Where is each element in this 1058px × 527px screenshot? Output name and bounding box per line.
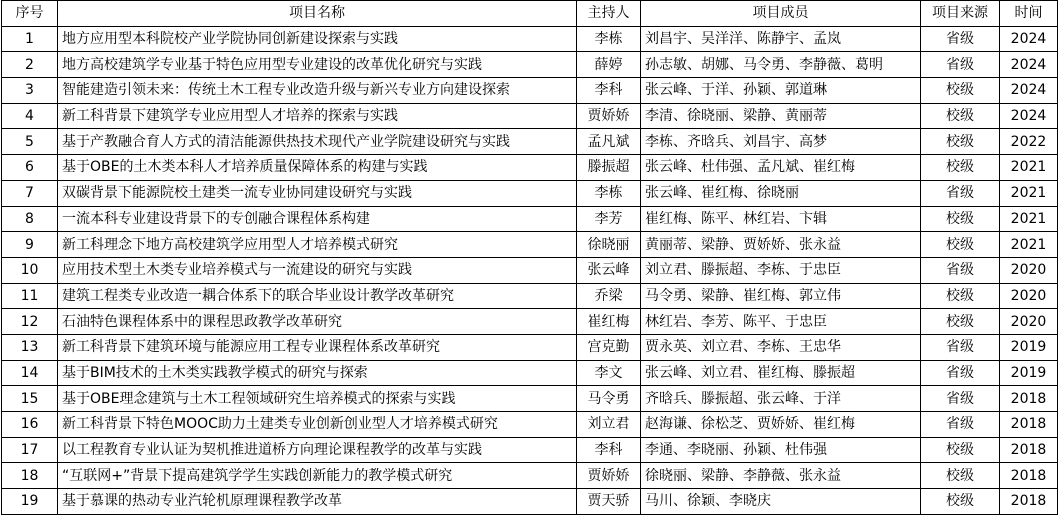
cell-year: 2018 xyxy=(1000,437,1058,463)
cell-members: 张云峰、刘立君、崔红梅、滕振超 xyxy=(641,360,921,386)
cell-host: 徐晓丽 xyxy=(577,232,641,258)
cell-source: 省级 xyxy=(921,26,1000,52)
cell-no: 16 xyxy=(2,412,58,438)
cell-no: 19 xyxy=(2,489,58,515)
cell-no: 11 xyxy=(2,283,58,309)
table-row xyxy=(2,52,1058,78)
cell-no: 5 xyxy=(2,129,58,155)
cell-host: 李栋 xyxy=(577,26,641,52)
table-row xyxy=(2,412,1058,438)
table-row xyxy=(2,155,1058,181)
cell-host: 李芳 xyxy=(577,206,641,232)
cell-source: 校级 xyxy=(921,309,1000,335)
header-host: 主持人 xyxy=(577,1,641,27)
table-row xyxy=(2,206,1058,232)
cell-members: 徐晓丽、梁静、李静薇、张永益 xyxy=(641,463,921,489)
cell-project-name: 双碳背景下能源院校土建类一流专业协同建设研究与实践 xyxy=(58,180,577,206)
cell-source: 省级 xyxy=(921,180,1000,206)
cell-year: 2018 xyxy=(1000,386,1058,412)
cell-source: 校级 xyxy=(921,129,1000,155)
cell-no: 15 xyxy=(2,386,58,412)
cell-no: 2 xyxy=(2,52,58,78)
cell-members: 李通、李晓丽、孙颖、杜伟强 xyxy=(641,437,921,463)
cell-host: 李文 xyxy=(577,360,641,386)
cell-project-name: 建筑工程类专业改造一耦合体系下的联合毕业设计教学改革研究 xyxy=(58,283,577,309)
cell-members: 刘立君、滕振超、李栋、于忠臣 xyxy=(641,257,921,283)
cell-members: 崔红梅、陈平、林红岩、卞辑 xyxy=(641,206,921,232)
cell-host: 刘立君 xyxy=(577,412,641,438)
cell-no: 12 xyxy=(2,309,58,335)
cell-project-name: 以工程教育专业认证为契机推进道桥方向理论课程教学的改革与实践 xyxy=(58,437,577,463)
cell-host: 李科 xyxy=(577,437,641,463)
cell-project-name: 基于产教融合育人方式的清洁能源供热技术现代产业学院建设研究与实践 xyxy=(58,129,577,155)
cell-no: 1 xyxy=(2,26,58,52)
cell-year: 2018 xyxy=(1000,463,1058,489)
header-project-name: 项目名称 xyxy=(58,1,577,27)
cell-project-name: 基于OBE理念建筑与土木工程领域研究生培养模式的探索与实践 xyxy=(58,386,577,412)
cell-members: 黄丽蒂、梁静、贾娇娇、张永益 xyxy=(641,232,921,258)
cell-source: 校级 xyxy=(921,232,1000,258)
cell-members: 孙志敏、胡娜、马令勇、李静薇、葛明 xyxy=(641,52,921,78)
cell-year: 2021 xyxy=(1000,180,1058,206)
table-row xyxy=(2,103,1058,129)
table-row xyxy=(2,180,1058,206)
cell-project-name: “互联网+”背景下提高建筑学学生实践创新能力的教学模式研究 xyxy=(58,463,577,489)
cell-members: 齐晗兵、滕振超、张云峰、于洋 xyxy=(641,386,921,412)
table-row xyxy=(2,232,1058,258)
cell-no: 17 xyxy=(2,437,58,463)
table-body xyxy=(2,26,1058,514)
cell-year: 2020 xyxy=(1000,257,1058,283)
table-row xyxy=(2,463,1058,489)
cell-year: 2021 xyxy=(1000,206,1058,232)
table-row xyxy=(2,129,1058,155)
cell-no: 18 xyxy=(2,463,58,489)
cell-year: 2024 xyxy=(1000,52,1058,78)
cell-year: 2019 xyxy=(1000,334,1058,360)
header-no: 序号 xyxy=(2,1,58,27)
cell-project-name: 新工科理念下地方高校建筑学应用型人才培养模式研究 xyxy=(58,232,577,258)
cell-project-name: 石油特色课程体系中的课程思政教学改革研究 xyxy=(58,309,577,335)
cell-project-name: 新工科背景下建筑环境与能源应用工程专业课程体系改革研究 xyxy=(58,334,577,360)
cell-year: 2019 xyxy=(1000,360,1058,386)
cell-year: 2020 xyxy=(1000,309,1058,335)
table-row xyxy=(2,489,1058,515)
cell-host: 贾天骄 xyxy=(577,489,641,515)
cell-source: 校级 xyxy=(921,206,1000,232)
project-table xyxy=(1,0,1058,515)
cell-project-name: 基于OBE的土木类本科人才培养质量保障体系的构建与实践 xyxy=(58,155,577,181)
table-row xyxy=(2,309,1058,335)
cell-year: 2018 xyxy=(1000,489,1058,515)
cell-no: 8 xyxy=(2,206,58,232)
cell-no: 10 xyxy=(2,257,58,283)
cell-project-name: 智能建造引领未来：传统土木工程专业改造升级与新兴专业方向建设探索 xyxy=(58,78,577,104)
cell-no: 7 xyxy=(2,180,58,206)
cell-members: 李栋、齐晗兵、刘昌宇、高梦 xyxy=(641,129,921,155)
cell-members: 林红岩、李芳、陈平、于忠臣 xyxy=(641,309,921,335)
table-row xyxy=(2,257,1058,283)
cell-source: 省级 xyxy=(921,360,1000,386)
cell-year: 2020 xyxy=(1000,283,1058,309)
header-members: 项目成员 xyxy=(641,1,921,27)
cell-host: 薛婷 xyxy=(577,52,641,78)
cell-source: 校级 xyxy=(921,283,1000,309)
header-source: 项目来源 xyxy=(921,1,1000,27)
cell-project-name: 新工科背景下特色MOOC助力土建类专业创新创业型人才培养模式研究 xyxy=(58,412,577,438)
cell-year: 2024 xyxy=(1000,103,1058,129)
cell-project-name: 地方高校建筑学专业基于特色应用型专业建设的改革优化研究与实践 xyxy=(58,52,577,78)
cell-project-name: 应用技术型土木类专业培养模式与一流建设的研究与实践 xyxy=(58,257,577,283)
cell-source: 省级 xyxy=(921,412,1000,438)
cell-host: 乔梁 xyxy=(577,283,641,309)
cell-source: 校级 xyxy=(921,78,1000,104)
cell-members: 赵海谦、徐松芝、贾娇娇、崔红梅 xyxy=(641,412,921,438)
cell-project-name: 基于BIM技术的土木类实践教学模式的研究与探索 xyxy=(58,360,577,386)
cell-members: 张云峰、杜伟强、孟凡斌、崔红梅 xyxy=(641,155,921,181)
cell-year: 2022 xyxy=(1000,129,1058,155)
cell-members: 贾永英、刘立君、李栋、王忠华 xyxy=(641,334,921,360)
cell-project-name: 新工科背景下建筑学专业应用型人才培养的探索与实践 xyxy=(58,103,577,129)
table-row xyxy=(2,26,1058,52)
cell-host: 贾娇娇 xyxy=(577,103,641,129)
cell-members: 张云峰、崔红梅、徐晓丽 xyxy=(641,180,921,206)
cell-project-name: 基于慕课的热动专业汽轮机原理课程教学改革 xyxy=(58,489,577,515)
cell-host: 贾娇娇 xyxy=(577,463,641,489)
cell-project-name: 一流本科专业建设背景下的专创融合课程体系构建 xyxy=(58,206,577,232)
cell-host: 马令勇 xyxy=(577,386,641,412)
cell-members: 刘昌宇、吴洋洋、陈静宇、孟岚 xyxy=(641,26,921,52)
cell-no: 14 xyxy=(2,360,58,386)
cell-year: 2018 xyxy=(1000,412,1058,438)
cell-source: 省级 xyxy=(921,52,1000,78)
cell-year: 2021 xyxy=(1000,155,1058,181)
table-row xyxy=(2,78,1058,104)
cell-host: 崔红梅 xyxy=(577,309,641,335)
cell-members: 张云峰、于洋、孙颖、郭道琳 xyxy=(641,78,921,104)
cell-source: 省级 xyxy=(921,334,1000,360)
cell-members: 马令勇、梁静、崔红梅、郭立伟 xyxy=(641,283,921,309)
cell-no: 9 xyxy=(2,232,58,258)
cell-source: 校级 xyxy=(921,437,1000,463)
cell-source: 省级 xyxy=(921,386,1000,412)
cell-year: 2021 xyxy=(1000,232,1058,258)
cell-no: 13 xyxy=(2,334,58,360)
cell-members: 马川、徐颖、李晓庆 xyxy=(641,489,921,515)
cell-source: 校级 xyxy=(921,155,1000,181)
header-row xyxy=(2,1,1058,27)
header-year: 时间 xyxy=(1000,1,1058,27)
cell-project-name: 地方应用型本科院校产业学院协同创新建设探索与实践 xyxy=(58,26,577,52)
cell-year: 2024 xyxy=(1000,78,1058,104)
table-row xyxy=(2,360,1058,386)
table-row xyxy=(2,386,1058,412)
cell-host: 张云峰 xyxy=(577,257,641,283)
cell-source: 校级 xyxy=(921,489,1000,515)
cell-no: 6 xyxy=(2,155,58,181)
cell-host: 孟凡斌 xyxy=(577,129,641,155)
cell-source: 省级 xyxy=(921,257,1000,283)
cell-host: 宫克勤 xyxy=(577,334,641,360)
table-row xyxy=(2,283,1058,309)
cell-year: 2024 xyxy=(1000,26,1058,52)
cell-host: 滕振超 xyxy=(577,155,641,181)
cell-no: 4 xyxy=(2,103,58,129)
cell-source: 校级 xyxy=(921,463,1000,489)
table-row xyxy=(2,437,1058,463)
cell-source: 校级 xyxy=(921,103,1000,129)
cell-no: 3 xyxy=(2,78,58,104)
cell-host: 李科 xyxy=(577,78,641,104)
cell-host: 李栋 xyxy=(577,180,641,206)
cell-members: 李清、徐晓丽、梁静、黄丽蒂 xyxy=(641,103,921,129)
table-row xyxy=(2,334,1058,360)
